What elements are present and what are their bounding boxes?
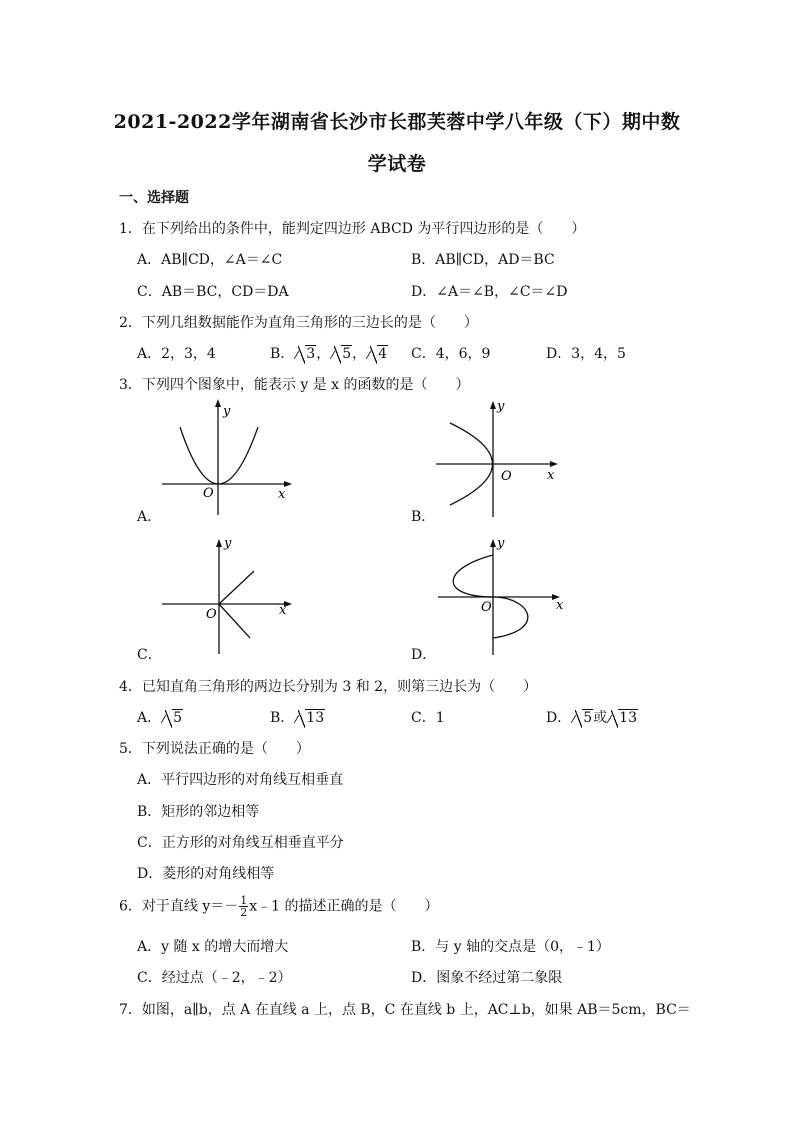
q6-stem-post: x﹣1 的描述正确的是（ ） (249, 898, 439, 915)
q3-option-d: D． (411, 647, 437, 663)
q4-a-label: A． (137, 710, 162, 726)
q7-stem: 7．如图，a∥b，点 A 在直线 a 上，点 B，C 在直线 b 上，AC⊥b，如果 AB＝5cm，BC＝ (119, 1002, 691, 1018)
graph-a (140, 395, 300, 520)
q4-option-a (137, 707, 183, 727)
q4-option-c: C．1 (411, 710, 445, 726)
y-axis-label: y (497, 399, 505, 414)
graph-d (430, 535, 570, 660)
section-heading: 一、选择题 (119, 190, 189, 206)
q4-option-b (270, 707, 325, 727)
x-axis-label: x (279, 603, 287, 618)
q2-option-d: D．3，4，5 (546, 346, 626, 362)
graph-b (430, 395, 570, 520)
q5-stem: 5．下列说法正确的是（ ） (119, 741, 310, 757)
q6-option-b: B．与 y 轴的交点是（0，﹣1） (411, 939, 610, 955)
sqrt-13: 13 (294, 710, 325, 726)
comma: ， (352, 346, 367, 362)
origin-label: O (203, 486, 214, 501)
comma: ， (316, 346, 331, 362)
q6-option-d: D．图象不经过第二象限 (411, 970, 563, 986)
q6-stem (119, 895, 439, 918)
sqrt-5: 5 (330, 346, 352, 362)
q2-b-label: B． (270, 346, 295, 362)
q4-d-label: D． (546, 710, 572, 726)
sqrt-3: 3 (294, 346, 316, 362)
q4-b-label: B． (270, 710, 295, 726)
q1-stem: 1．在下列给出的条件中，能判定四边形 ABCD 为平行四边形的是（ ） (119, 221, 586, 237)
q2-option-b (270, 343, 388, 363)
q3-option-c: C． (137, 647, 162, 663)
graph-c (140, 535, 300, 660)
q2-stem: 2．下列几组数据能作为直角三角形的三边长的是（ ） (119, 315, 478, 331)
exam-title-line1: 2021-2022学年湖南省长沙市长郡芙蓉中学八年级（下）期中数 (113, 111, 681, 133)
q1-option-d: D．∠A＝∠B，∠C＝∠D (411, 284, 568, 300)
q4-option-d (546, 707, 638, 727)
fraction-one-half: $\frac{1}{2}$ (240, 894, 248, 919)
exam-title-line2: 学试卷 (367, 153, 427, 175)
q6-option-c: C．经过点（﹣2，﹣2） (137, 970, 292, 986)
sqrt-13: 13 (607, 710, 638, 726)
q3-option-b: B． (411, 509, 436, 525)
q3-stem: 3．下列四个图象中，能表示 y 是 x 的函数的是（ ） (119, 377, 470, 393)
origin-label: O (206, 607, 217, 622)
sqrt-5: 5 (161, 710, 183, 726)
sqrt-5: 5 (571, 710, 593, 726)
q2-option-c: C．4，6，9 (411, 346, 491, 362)
q4-stem: 4．已知直角三角形的两边长分别为 3 和 2，则第三边长为（ ） (119, 679, 538, 695)
q6-stem-pre: 6．对于直线 y＝－ (119, 898, 239, 915)
q1-option-c: C．AB＝BC，CD＝DA (137, 284, 289, 300)
q6-option-a: A．y 随 x 的增大而增大 (137, 939, 289, 955)
q2-option-a: A．2，3，4 (137, 346, 216, 362)
q1-option-a: A．AB∥CD，∠A＝∠C (137, 252, 283, 268)
q5-option-b: B．矩形的邻边相等 (137, 804, 260, 820)
or-text: 或 (593, 710, 608, 726)
sqrt-4: 4 (366, 346, 388, 362)
origin-label: O (501, 469, 512, 484)
y-axis-label: y (223, 404, 231, 419)
origin-label: O (481, 600, 492, 615)
q1-option-b: B．AB∥CD，AD＝BC (411, 252, 555, 268)
y-axis-label: y (224, 536, 232, 551)
q5-option-d: D．菱形的对角线相等 (137, 866, 275, 882)
q3-option-a: A． (137, 509, 162, 525)
x-axis-label: x (547, 468, 555, 483)
x-axis-label: x (556, 598, 564, 613)
q5-option-a: A．平行四边形的对角线互相垂直 (137, 772, 344, 788)
x-axis-label: x (278, 487, 286, 502)
q5-option-c: C．正方形的对角线互相垂直平分 (137, 835, 344, 851)
y-axis-label: y (497, 536, 505, 551)
